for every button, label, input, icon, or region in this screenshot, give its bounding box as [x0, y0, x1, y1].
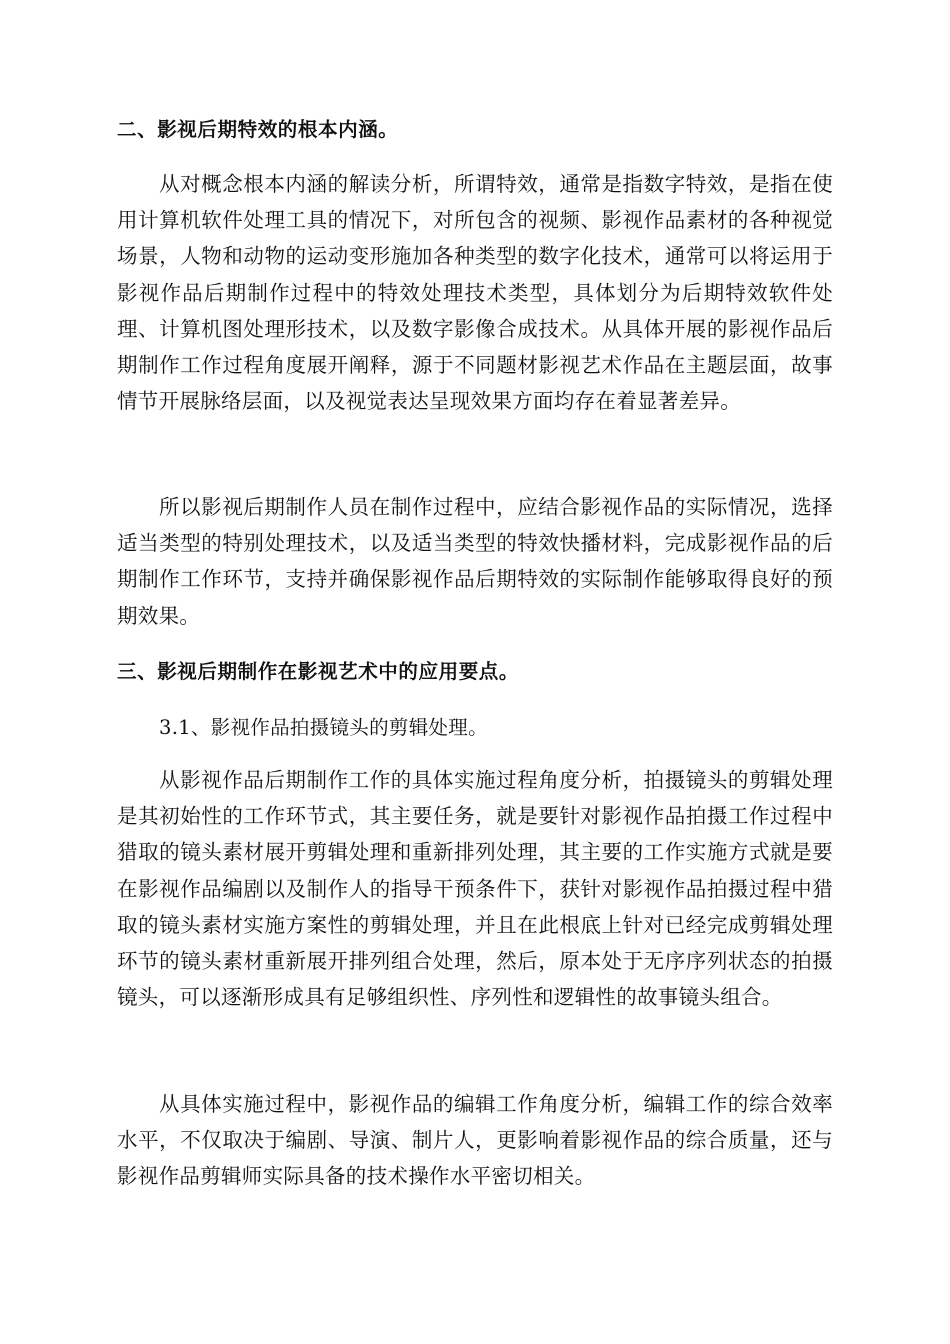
section-3-heading: 三、影视后期制作在影视艺术中的应用要点。 [117, 660, 520, 683]
section-2-heading: 二、影视后期特效的根本内涵。 [117, 118, 399, 141]
section-3-paragraph-2: 从具体实施过程中，影视作品的编辑工作角度分析，编辑工作的综合效率水平，不仅取决于编剧、导演、制片人，更影响着影视作品的综合质量，还与影视作品剪辑师实际具备的技术操作水平密切相关。 [117, 1092, 833, 1189]
section-2-paragraph-2: 所以影视后期制作人员在制作过程中，应结合影视作品的实际情况，选择适当类型的特别处理技术，以及适当类型的特效快播材料，完成影视作品的后期制作工作环节，支持并确保影视作品后期特效的实际制作能够取得良好的预期效果。 [117, 495, 833, 628]
section-3-1-subheading: 3.1、影视作品拍摄镜头的剪辑处理。 [159, 716, 488, 739]
section-2-paragraph-1: 从对概念根本内涵的解读分析，所谓特效，通常是指数字特效，是指在使用计算机软件处理工具的情况下，对所包含的视频、影视作品素材的各种视觉场景，人物和动物的运动变形施加各种类型的数字化技术，通常可以将运用于影视作品后期制作过程中的特效处理技术类型，具体划分为后期特效软件处理、计算机图处理形技术，以及数字影像合成技术。从具体开展的影视作品后期制作工作过程角度展开阐释，源于不同题材影视艺术作品在主题层面，故事情节开展脉络层面，以及视觉表达呈现效果方面均存在着显著差异。 [117, 172, 833, 414]
section-3-paragraph-1: 从影视作品后期制作工作的具体实施过程角度分析，拍摄镜头的剪辑处理是其初始性的工作环节式，其主要任务，就是要针对影视作品拍摄工作过程中猎取的镜头素材展开剪辑处理和重新排列处理，其主要的工作实施方式就是要在影视作品编剧以及制作人的指导干预条件下，获针对影视作品拍摄过程中猎取的镜头素材实施方案性的剪辑处理，并且在此根底上针对已经完成剪辑处理环节的镜头素材重新展开排列组合处理，然后，原本处于无序序列状态的拍摄镜头，可以逐渐形成具有足够组织性、序列性和逻辑性的故事镜头组合。 [117, 768, 833, 1010]
